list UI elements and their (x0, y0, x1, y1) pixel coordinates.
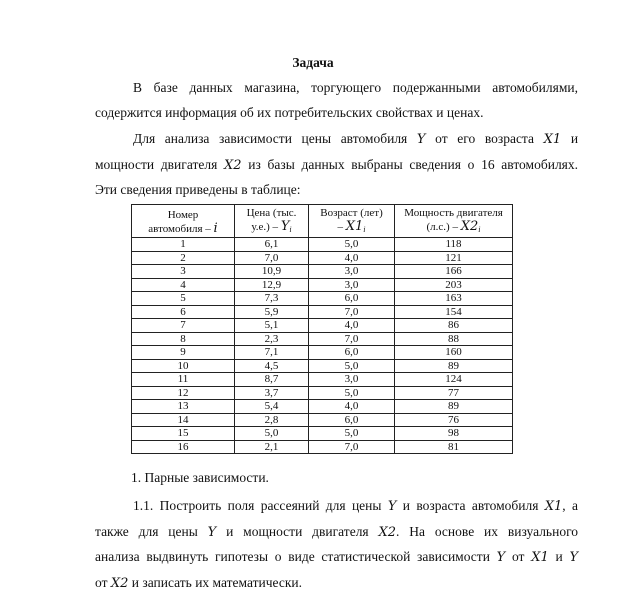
var-y: Y (416, 132, 426, 147)
table-row (132, 413, 513, 427)
cell-price: 5,1 (235, 319, 309, 333)
table-row (132, 440, 513, 454)
cell-power: 89 (395, 400, 513, 414)
intro-paragraph (95, 76, 578, 125)
cell-power: 89 (395, 359, 513, 373)
cell-age: 3,0 (309, 265, 395, 279)
cell-number: 16 (132, 440, 235, 454)
cell-power: 203 (395, 278, 513, 292)
cell-price: 5,4 (235, 400, 309, 414)
cell-price: 4,5 (235, 359, 309, 373)
header-age: Возраст (лет) – $X1_i$ (309, 205, 395, 238)
task-paragraph: 1.1. Построить поля рассеяний для цены Y и возраста автомобиля X1, а также для цены Y и мощности двигателя X2. На основе их визуального анализа выдвинуть гипотезы о виде статистической зависимости Y от X1 и Y от X2 и записать их математически. (95, 498, 579, 591)
cell-power: 118 (395, 238, 513, 252)
cell-power: 86 (395, 319, 513, 333)
analysis-line-3: Эти сведения приведены в таблице: (95, 182, 301, 197)
cell-price: 5,9 (235, 305, 309, 319)
analysis-line-1b: от его возраста (435, 131, 534, 146)
cell-age: 3,0 (309, 373, 395, 387)
cell-price: 3,7 (235, 386, 309, 400)
cell-age: 4,0 (309, 319, 395, 333)
cell-number: 3 (132, 265, 235, 279)
cell-price: 6,1 (235, 238, 309, 252)
intro-line-1: В базе данных магазина, торгующего подержанными автомобилями, (133, 80, 578, 95)
cell-power: 77 (395, 386, 513, 400)
table-row (132, 332, 513, 346)
cell-age: 7,0 (309, 332, 395, 346)
cell-age: 6,0 (309, 346, 395, 360)
cell-price: 7,1 (235, 346, 309, 360)
cell-price: 2,8 (235, 413, 309, 427)
cell-number: 14 (132, 413, 235, 427)
cell-price: 2,3 (235, 332, 309, 346)
cell-power: 76 (395, 413, 513, 427)
table-row (132, 386, 513, 400)
cell-number: 4 (132, 278, 235, 292)
cell-age: 5,0 (309, 386, 395, 400)
cell-number: 5 (132, 292, 235, 306)
cell-power: 160 (395, 346, 513, 360)
cell-number: 11 (132, 373, 235, 387)
cell-power: 81 (395, 440, 513, 454)
cell-age: 6,0 (309, 413, 395, 427)
cell-power: 163 (395, 292, 513, 306)
cell-power: 166 (395, 265, 513, 279)
cell-age: 5,0 (309, 427, 395, 441)
cell-age: 4,0 (309, 400, 395, 414)
var-x1: X1 (543, 132, 562, 147)
cell-age: 5,0 (309, 359, 395, 373)
table-row (132, 427, 513, 441)
cell-number: 12 (132, 386, 235, 400)
table-row (132, 238, 513, 252)
cell-number: 13 (132, 400, 235, 414)
table-row (132, 359, 513, 373)
cell-number: 6 (132, 305, 235, 319)
cell-age: 5,0 (309, 238, 395, 252)
cell-number: 9 (132, 346, 235, 360)
table-row (132, 400, 513, 414)
cell-price: 12,9 (235, 278, 309, 292)
header-price: Цена (тыс. $у.е.) - Y_i$ (235, 205, 309, 238)
table-row (132, 346, 513, 360)
cell-age: 3,0 (309, 278, 395, 292)
cell-age: 7,0 (309, 440, 395, 454)
analysis-line-1a: Для анализа зависимости цены автомобиля (133, 131, 408, 146)
table-header-row (132, 205, 513, 238)
cell-number: 8 (132, 332, 235, 346)
cell-price: 10,9 (235, 265, 309, 279)
cell-power: 88 (395, 332, 513, 346)
cell-price: 8,7 (235, 373, 309, 387)
cell-number: 1 (132, 238, 235, 252)
cell-number: 2 (132, 251, 235, 265)
cell-price: 2,1 (235, 440, 309, 454)
analysis-line-1c: и (570, 131, 579, 146)
cell-number: 10 (132, 359, 235, 373)
cell-number: 7 (132, 319, 235, 333)
cell-price: 7,3 (235, 292, 309, 306)
analysis-line-2a: мощности двигателя (95, 156, 218, 172)
table-row (132, 373, 513, 387)
cell-power: 154 (395, 305, 513, 319)
cell-price: 5,0 (235, 427, 309, 441)
cars-table (131, 204, 513, 454)
cell-price: 7,0 (235, 251, 309, 265)
table-row (132, 305, 513, 319)
header-power: Мощность двигателя $(л.с.) - X2_i$ (395, 205, 513, 238)
cell-power: 124 (395, 373, 513, 387)
header-number: Номер автомобиля – i (132, 205, 235, 238)
cell-number: 15 (132, 427, 235, 441)
var-x2: X2 (224, 157, 242, 173)
table-row (132, 265, 513, 279)
table-row (132, 278, 513, 292)
cell-power: 98 (395, 427, 513, 441)
document-title: Задача (292, 55, 334, 70)
table-row (132, 319, 513, 333)
analysis-line-2b: из базы данных выбраны сведения о 16 автомобилях. (248, 156, 579, 172)
cell-age: 4,0 (309, 251, 395, 265)
table-row (132, 251, 513, 265)
cell-age: 7,0 (309, 305, 395, 319)
cell-power: 121 (395, 251, 513, 265)
intro-line-2: содержится информация об их потребительских свойствах и ценах. (95, 104, 484, 120)
table-row (132, 292, 513, 306)
analysis-paragraph (95, 127, 578, 203)
section-heading: 1. Парные зависимости. (131, 470, 269, 485)
cell-age: 6,0 (309, 292, 395, 306)
